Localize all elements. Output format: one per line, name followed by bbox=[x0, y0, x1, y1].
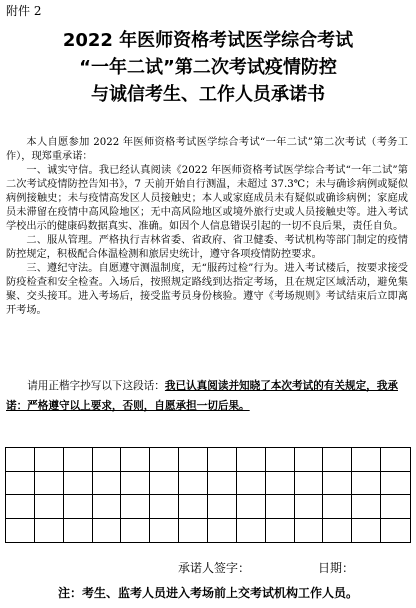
signature-label: 承诺人签字： bbox=[178, 561, 251, 575]
title-line-2: “一年二试”第二次考试疫情防控 bbox=[79, 57, 337, 78]
grid-cell[interactable] bbox=[266, 495, 295, 519]
grid-cell[interactable] bbox=[237, 472, 266, 496]
item-law-discipline: 三、遵纪守法。自愿遵守测温制度，无“服药过检”行为。进入考试楼后，按要求接受防疫检查和安全检查。入场后，按照规定路线到达指定考场，且在规定区域活动，避免集聚、交头接耳。进入考场后，接受监考员身份核验。遵守《考场规则》考试结束后立即离开考场。 bbox=[6, 263, 408, 316]
grid-cell[interactable] bbox=[352, 472, 381, 496]
date-label: 日期： bbox=[318, 561, 355, 575]
grid-cell[interactable] bbox=[35, 495, 64, 519]
grid-cell[interactable] bbox=[352, 519, 381, 543]
grid-cell[interactable] bbox=[35, 472, 64, 496]
copy-text: 我已认真阅读并知晓了本次考试的有关规定，我承诺：严格遵守以上要求，否则，自愿承担一切后果。 bbox=[6, 380, 398, 412]
grid-cell[interactable] bbox=[179, 519, 208, 543]
grid-cell[interactable] bbox=[266, 519, 295, 543]
grid-cell[interactable] bbox=[6, 448, 35, 472]
grid-cell[interactable] bbox=[208, 519, 237, 543]
grid-cell[interactable] bbox=[237, 519, 266, 543]
grid-cell[interactable] bbox=[295, 519, 324, 543]
grid-cell[interactable] bbox=[237, 448, 266, 472]
grid-cell[interactable] bbox=[295, 472, 324, 496]
grid-cell[interactable] bbox=[381, 472, 410, 496]
grid-cell[interactable] bbox=[352, 495, 381, 519]
grid-cell[interactable] bbox=[93, 495, 122, 519]
grid-cell[interactable] bbox=[237, 495, 266, 519]
grid-cell[interactable] bbox=[208, 472, 237, 496]
submission-note: 注：考生、监考人员进入考场前上交考试机构工作人员。 bbox=[57, 586, 358, 600]
grid-cell[interactable] bbox=[323, 495, 352, 519]
grid-cell[interactable] bbox=[381, 495, 410, 519]
grid-cell[interactable] bbox=[381, 519, 410, 543]
grid-cell[interactable] bbox=[150, 472, 179, 496]
grid-cell[interactable] bbox=[295, 495, 324, 519]
title-line-1: 2022 年医师资格考试医学综合考试 bbox=[62, 30, 354, 51]
grid-cell[interactable] bbox=[352, 448, 381, 472]
grid-cell[interactable] bbox=[35, 519, 64, 543]
commitment-body bbox=[6, 136, 408, 318]
grid-cell[interactable] bbox=[93, 519, 122, 543]
grid-cell[interactable] bbox=[323, 519, 352, 543]
grid-cell[interactable] bbox=[6, 519, 35, 543]
item-honesty: 一、诚实守信。我已经认真阅读《2022 年医师资格考试医学综合考试“一年二试”第二次考试疫情防控告知书》，7 天前开始自行测温，未超过 37.3℃；未与确诊病例或疑似病例接触史；未与疫情高发区人员接触史；本人或家庭成员未有疑似或确诊病例；家庭成员未滞留在疫情中高风险地区；无中高风险地区或境外旅行史或人员接触史等。进入考试学校出示的健康码数据真实、准确。如因个人信息错误引起的一切不良后果，责任自负。 bbox=[6, 165, 408, 232]
grid-cell[interactable] bbox=[93, 448, 122, 472]
grid-cell[interactable] bbox=[179, 495, 208, 519]
grid-cell[interactable] bbox=[179, 448, 208, 472]
grid-cell[interactable] bbox=[266, 472, 295, 496]
grid-cell[interactable] bbox=[266, 448, 295, 472]
grid-cell[interactable] bbox=[208, 495, 237, 519]
grid-cell[interactable] bbox=[179, 472, 208, 496]
grid-cell[interactable] bbox=[295, 448, 324, 472]
grid-cell[interactable] bbox=[6, 495, 35, 519]
intro-paragraph: 本人自愿参加 2022 年医师资格考试医学综合考试“一年二试”第二次考试（考务工作），现郑重承诺： bbox=[6, 137, 408, 162]
grid-cell[interactable] bbox=[64, 495, 93, 519]
grid-cell[interactable] bbox=[323, 472, 352, 496]
grid-cell[interactable] bbox=[150, 495, 179, 519]
grid-cell[interactable] bbox=[150, 448, 179, 472]
grid-cell[interactable] bbox=[64, 519, 93, 543]
grid-cell[interactable] bbox=[64, 448, 93, 472]
grid-cell[interactable] bbox=[208, 448, 237, 472]
grid-cell[interactable] bbox=[150, 519, 179, 543]
grid-cell[interactable] bbox=[93, 472, 122, 496]
grid-cell[interactable] bbox=[121, 519, 150, 543]
grid-cell[interactable] bbox=[121, 448, 150, 472]
handwriting-grid[interactable] bbox=[5, 447, 411, 543]
title-line-3: 与诚信考生、工作人员承诺书 bbox=[91, 84, 325, 105]
grid-cell[interactable] bbox=[121, 472, 150, 496]
grid-cell[interactable] bbox=[323, 448, 352, 472]
grid-cell[interactable] bbox=[64, 472, 93, 496]
grid-cell[interactable] bbox=[35, 448, 64, 472]
item-obey-management: 二、服从管理。严格执行吉林省委、省政府、省卫健委、考试机构等部门制定的疫情防控规定，积极配合体温检测和旅居史统计，遵守各项疫情防控要求。 bbox=[6, 235, 408, 260]
attachment-label: 附件 2 bbox=[6, 4, 42, 18]
grid-cell[interactable] bbox=[121, 495, 150, 519]
copy-section bbox=[6, 376, 410, 416]
grid-cell[interactable] bbox=[381, 448, 410, 472]
grid-cell[interactable] bbox=[6, 472, 35, 496]
copy-instruction: 请用正楷字抄写以下这段话： bbox=[27, 380, 165, 392]
